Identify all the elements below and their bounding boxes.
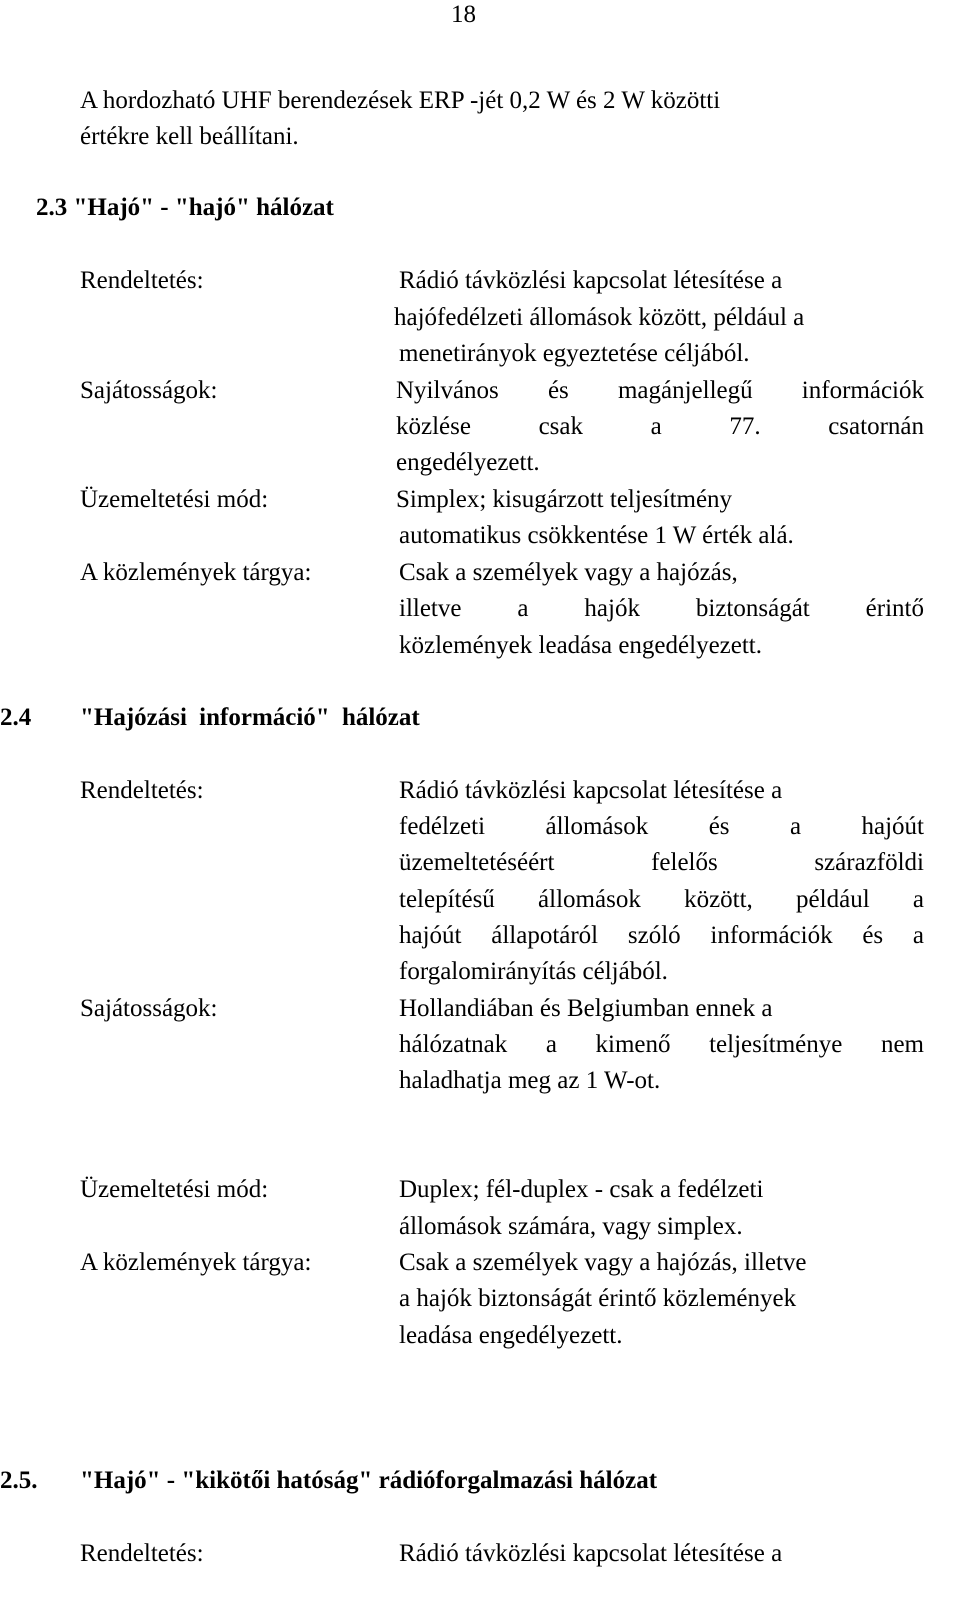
sec23-sajatossagok-line-1: Nyilvános és magánjellegű információk (396, 377, 924, 404)
sec24-rendeltetes-line-1: Rádió távközlési kapcsolat létesítése a (399, 777, 783, 804)
sec24-rendeltetes-line-4: telepítésű állomások között, például a (399, 886, 924, 913)
sec23-kozlemenyek-line-1: Csak a személyek vagy a hajózás, (399, 559, 738, 586)
section-2-5-title: "Hajó" - "kikötői hatóság" rádióforgalmazási hálózat (80, 1467, 658, 1494)
sec24-sajatossagok-line-1: Hollandiában és Belgiumban ennek a (399, 995, 773, 1022)
sec23-uzemeltetesi-line-1: Simplex; kisugárzott teljesítmény (396, 486, 733, 513)
sec25-rendeltetes-line-1: Rádió távközlési kapcsolat létesítése a (399, 1540, 783, 1567)
sec25-rendeltetes-label: Rendeltetés: (80, 1540, 204, 1567)
sec24-uzemeltetesi-label: Üzemeltetési mód: (80, 1176, 269, 1203)
sec24-kozlemenyek-line-3: leadása engedélyezett. (399, 1322, 623, 1349)
sec23-kozlemenyek-label: A közlemények tárgya: (80, 559, 312, 586)
sec23-uzemeltetesi-line-2: automatikus csökkentése 1 W érték alá. (399, 522, 794, 549)
page-number: 18 (451, 1, 476, 28)
sec24-rendeltetes-line-2: fedélzeti állomások és a hajóút (399, 813, 924, 840)
sec24-rendeltetes-line-6: forgalomirányítás céljából. (399, 958, 668, 985)
sec23-sajatossagok-label: Sajátosságok: (80, 377, 218, 404)
sec24-kozlemenyek-label: A közlemények tárgya: (80, 1249, 312, 1276)
sec23-uzemeltetesi-label: Üzemeltetési mód: (80, 486, 269, 513)
sec24-kozlemenyek-line-1: Csak a személyek vagy a hajózás, illetve (399, 1249, 807, 1276)
sec23-rendeltetes-line-2: hajófedélzeti állomások között, például a (394, 304, 805, 331)
sec23-kozlemenyek-line-2: illetve a hajók biztonságát érintő (399, 595, 924, 622)
sec23-sajatossagok-line-2: közlése csak a 77. csatornán (396, 413, 924, 440)
intro-line-2: értékre kell beállítani. (80, 123, 299, 150)
sec24-rendeltetes-line-5: hajóút állapotáról szóló információk és a (399, 922, 924, 949)
section-2-5-number: 2.5. (0, 1467, 38, 1494)
sec24-rendeltetes-label: Rendeltetés: (80, 777, 204, 804)
sec23-rendeltetes-line-3: menetirányok egyeztetése céljából. (399, 340, 750, 367)
sec23-kozlemenyek-line-3: közlemények leadása engedélyezett. (399, 632, 763, 659)
sec24-rendeltetes-line-3: üzemeltetéséért felelős szárazföldi (399, 849, 924, 876)
sec23-sajatossagok-line-3: engedélyezett. (396, 449, 540, 476)
sec24-uzemeltetesi-line-1: Duplex; fél-duplex - csak a fedélzeti (399, 1176, 764, 1203)
section-2-4-title: "Hajózási információ" hálózat (80, 704, 420, 731)
sec24-sajatossagok-label: Sajátosságok: (80, 995, 218, 1022)
sec24-kozlemenyek-line-2: a hajók biztonságát érintő közlemények (399, 1285, 797, 1312)
section-2-3-heading: 2.3 "Hajó" - "hajó" hálózat (36, 194, 334, 221)
sec24-sajatossagok-line-2: hálózatnak a kimenő teljesítménye nem (399, 1031, 924, 1058)
sec23-rendeltetes-label: Rendeltetés: (80, 267, 204, 294)
sec23-rendeltetes-line-1: Rádió távközlési kapcsolat létesítése a (399, 267, 783, 294)
sec24-sajatossagok-line-3: haladhatja meg az 1 W-ot. (399, 1067, 661, 1094)
sec24-uzemeltetesi-line-2: állomások számára, vagy simplex. (399, 1213, 743, 1240)
section-2-4-number: 2.4 (0, 704, 32, 731)
intro-line-1: A hordozható UHF berendezések ERP -jét 0,2 W és 2 W közötti (80, 87, 721, 114)
